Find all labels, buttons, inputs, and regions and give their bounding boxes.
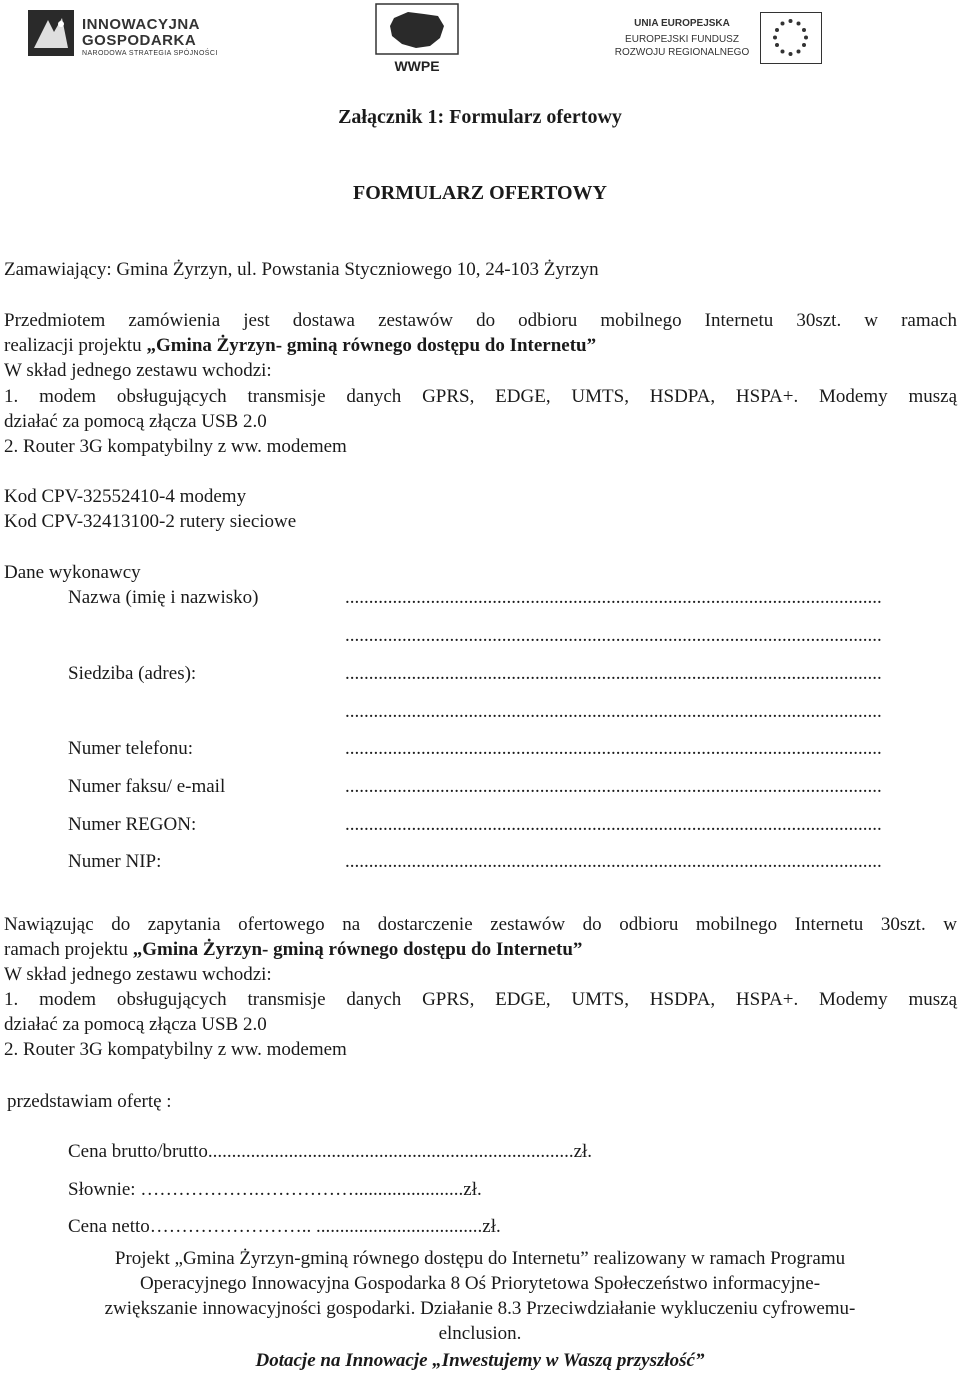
zamawiajacy-text: Zamawiający: Gmina Żyrzyn, ul. Powstania Styczniowego 10, 24-103 Żyrzyn (4, 259, 599, 280)
eu-flag-icon (760, 12, 822, 64)
innowacyjna-gospodarka-logo (28, 10, 218, 64)
logo-left-line1: INNOWACYJNA (82, 16, 201, 33)
logo-right-line3: ROZWOJU REGIONALNEGO (614, 47, 750, 58)
nawiazujac-line5: działać za pomocą złącza USB 2.0 (4, 1014, 267, 1035)
przedmiot-line5: działać za pomocą złącza USB 2.0 (4, 411, 267, 432)
slownie: Słownie: ……………….…………….......................zł. (68, 1179, 482, 1200)
logo-left-line2: GOSPODARKA (82, 32, 197, 49)
regon-label: Numer REGON: (68, 814, 197, 835)
footer-line1: Projekt „Gmina Żyrzyn-gminą równego dostępu do Internetu” realizowany w ramach Programu (114, 1248, 846, 1269)
przedmiot-line1: Przedmiotem zamówienia jest dostawa zestawów do odbioru mobilnego Internetu 30szt. w ramach (4, 310, 957, 331)
footer-line3: zwiększanie innowacyjności gospodarki. Działanie 8.3 Przeciwdziałanie wykluczeniu cyfrowemu- (104, 1298, 856, 1319)
siedziba-field: ................................................................................................................. (345, 663, 882, 684)
poland-map-icon (372, 2, 462, 58)
telefon-field: ................................................................................................................. (345, 738, 882, 759)
nawiazujac-line3: W skład jednego zestawu wchodzi: (4, 964, 272, 985)
nip-field: ................................................................................................................. (345, 851, 882, 872)
wwpe-logo (372, 2, 462, 74)
przedmiot-line2-prefix: realizacji projektu (4, 335, 147, 356)
page-title: Załącznik 1: Formularz ofertowy (338, 106, 622, 128)
logo-right-line2: EUROPEJSKI FUNDUSZ (625, 34, 739, 45)
faks-field: ................................................................................................................. (345, 776, 882, 797)
nawiazujac-line2-prefix: ramach projektu (4, 939, 133, 960)
kod-cpv-2: Kod CPV-32413100-2 rutery sieciowe (4, 511, 297, 532)
nazwa-label: Nazwa (imię i nazwisko) (68, 587, 259, 608)
form-heading: FORMULARZ OFERTOWY (353, 182, 607, 204)
footer-slogan: Dotacje na Innowacje „Inwestujemy w Waszą przyszłość” (255, 1350, 705, 1371)
dane-heading: Dane wykonawcy (4, 562, 141, 583)
regon-field: ................................................................................................................. (345, 814, 882, 835)
footer-line2: Operacyjnego Innowacyjna Gospodarka 8 Oś Priorytetowa Społeczeństwo informacyjne- (139, 1273, 821, 1294)
nip-label: Numer NIP: (68, 851, 162, 872)
nazwa-field-2: ................................................................................................................. (345, 625, 882, 646)
siedziba-field-2: ................................................................................................................. (345, 701, 882, 722)
cena-brutto: Cena brutto/brutto.............................................................................zł. (68, 1141, 593, 1162)
nawiazujac-line6: 2. Router 3G kompatybilny z ww. modemem (4, 1039, 347, 1060)
przedmiot-line2 (4, 333, 596, 358)
nazwa-field: ................................................................................................................. (345, 587, 882, 608)
przedmiot-line3: W skład jednego zestawu wchodzi: (4, 360, 272, 381)
faks-label: Numer faksu/ e-mail (68, 776, 226, 797)
logo-center-text: WWPE (394, 58, 440, 74)
nawiazujac-line2 (4, 937, 582, 962)
przedmiot-line6: 2. Router 3G kompatybilny z ww. modemem (4, 436, 347, 457)
project-name: „Gmina Żyrzyn- gminą równego dostępu do Internetu” (146, 335, 597, 356)
innowacyjna-gospodarka-emblem-icon (28, 10, 74, 56)
logo-right-line1: UNIA EUROPEJSKA (634, 18, 730, 29)
telefon-label: Numer telefonu: (68, 738, 194, 759)
nawiazujac-line4: 1. modem obsługujących transmisje danych GPRS, EDGE, UMTS, HSDPA, HSPA+. Modemy muszą (4, 989, 957, 1010)
oferta-heading: przedstawiam ofertę : (7, 1091, 172, 1112)
siedziba-label: Siedziba (adres): (68, 663, 197, 684)
project-name-2: „Gmina Żyrzyn- gminą równego dostępu do Internetu” (132, 939, 583, 960)
eu-logo (612, 12, 822, 68)
cena-netto: Cena netto…………………….. ...................................zł. (68, 1216, 501, 1237)
kod-cpv-1: Kod CPV-32552410-4 modemy (4, 486, 247, 507)
nawiazujac-line1: Nawiązując do zapytania ofertowego na dostarczenie zestawów do odbioru mobilnego Internetu 30szt. w (4, 914, 957, 935)
logo-left-line3: NARODOWA STRATEGIA SPÓJNOŚCI (82, 50, 218, 57)
footer-line4: elnclusion. (438, 1323, 522, 1344)
przedmiot-line4: 1. modem obsługujących transmisje danych GPRS, EDGE, UMTS, HSDPA, HSPA+. Modemy muszą (4, 386, 957, 407)
